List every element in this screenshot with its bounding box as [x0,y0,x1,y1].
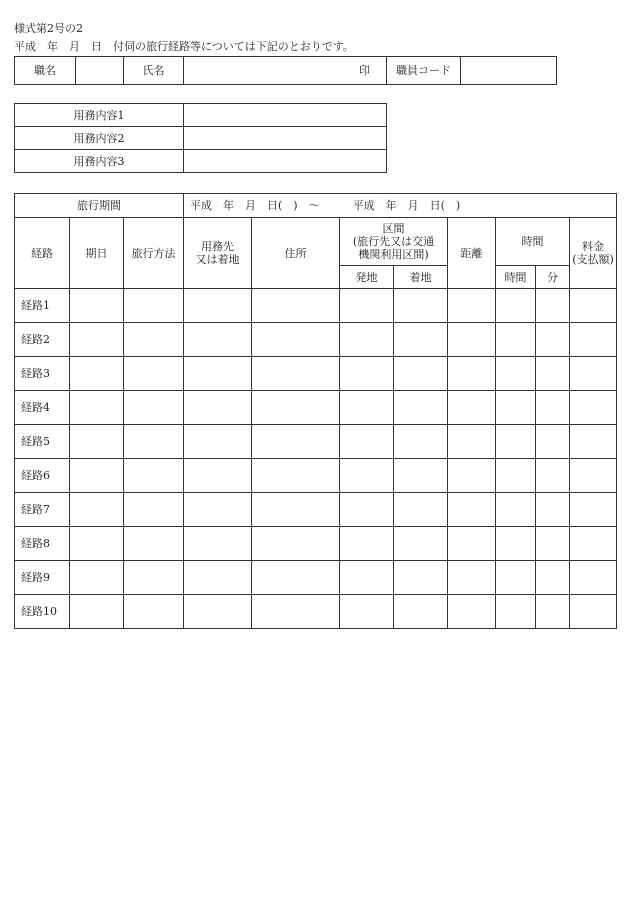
address-cell[interactable] [252,357,340,391]
route-label: 経路3 [15,357,70,391]
hours-cell[interactable] [496,493,536,527]
hours-cell[interactable] [496,289,536,323]
hours-cell[interactable] [496,459,536,493]
hours-cell[interactable] [496,391,536,425]
method-cell[interactable] [124,561,184,595]
distance-cell[interactable] [448,391,496,425]
date-cell[interactable] [70,391,124,425]
minutes-cell[interactable] [536,357,570,391]
period-field[interactable]: 平成 年 月 日( ) ～ 平成 年 月 日( ) [184,194,617,218]
arrival-cell[interactable] [394,493,448,527]
minutes-cell[interactable] [536,595,570,629]
destination-cell[interactable] [184,425,252,459]
arrival-header: 着地 [394,266,448,289]
travel-table [14,193,617,629]
route-header: 経路 [15,218,70,289]
table-row [15,527,617,561]
route-label: 経路5 [15,425,70,459]
method-cell[interactable] [124,323,184,357]
table-row [15,357,617,391]
duty-label: 用務内容1 [15,104,184,127]
form-number: 様式第2号の2 [14,22,83,35]
arrival-cell[interactable] [394,459,448,493]
distance-cell[interactable] [448,357,496,391]
route-label: 経路7 [15,493,70,527]
table-row [15,493,617,527]
fare-cell[interactable] [570,459,617,493]
minutes-cell[interactable] [536,459,570,493]
duty-field[interactable] [184,127,387,150]
departure-cell[interactable] [340,289,394,323]
date-cell[interactable] [70,425,124,459]
minutes-cell[interactable] [536,493,570,527]
date-cell[interactable] [70,561,124,595]
distance-cell[interactable] [448,561,496,595]
hours-header: 時間 [496,266,536,289]
distance-cell[interactable] [448,493,496,527]
destination-cell[interactable] [184,459,252,493]
distance-cell[interactable] [448,527,496,561]
destination-cell[interactable] [184,391,252,425]
destination-cell[interactable] [184,357,252,391]
period-label: 旅行期間 [15,194,184,218]
staff-code-label: 職員コード [387,57,461,85]
duty-label: 用務内容3 [15,150,184,173]
seal-mark: 印 [359,64,370,77]
address-cell[interactable] [252,493,340,527]
table-row [15,323,617,357]
route-label: 経路4 [15,391,70,425]
staff-code-field[interactable] [461,57,557,85]
table-row [15,561,617,595]
date-cell[interactable] [70,289,124,323]
minutes-header: 分 [536,266,570,289]
address-cell[interactable] [252,561,340,595]
arrival-cell[interactable] [394,425,448,459]
address-cell[interactable] [252,289,340,323]
method-cell[interactable] [124,493,184,527]
table-row [15,595,617,629]
departure-cell[interactable] [340,323,394,357]
minutes-cell[interactable] [536,289,570,323]
fare-cell[interactable] [570,493,617,527]
method-cell[interactable] [124,425,184,459]
address-header: 住所 [252,218,340,289]
method-cell[interactable] [124,459,184,493]
hours-cell[interactable] [496,527,536,561]
fare-cell[interactable] [570,357,617,391]
arrival-cell[interactable] [394,561,448,595]
fare-cell[interactable] [570,425,617,459]
destination-cell[interactable] [184,595,252,629]
destination-header: 用務先 又は着地 [184,218,252,289]
departure-header: 発地 [340,266,394,289]
destination-cell[interactable] [184,289,252,323]
method-header: 旅行方法 [124,218,184,289]
departure-cell[interactable] [340,561,394,595]
date-header: 期日 [70,218,124,289]
distance-cell[interactable] [448,595,496,629]
fare-cell[interactable] [570,323,617,357]
departure-cell[interactable] [340,425,394,459]
route-label: 経路8 [15,527,70,561]
method-cell[interactable] [124,289,184,323]
hours-cell[interactable] [496,561,536,595]
distance-cell[interactable] [448,289,496,323]
duty-label: 用務内容2 [15,127,184,150]
distance-header: 距離 [448,218,496,289]
route-label: 経路9 [15,561,70,595]
date-cell[interactable] [70,493,124,527]
arrival-cell[interactable] [394,527,448,561]
fare-cell[interactable] [570,391,617,425]
date-cell[interactable] [70,527,124,561]
hours-cell[interactable] [496,425,536,459]
section-header: 区間 (旅行先又は交通 機関利用区間) [340,218,448,266]
departure-cell[interactable] [340,459,394,493]
route-label: 経路1 [15,289,70,323]
departure-cell[interactable] [340,527,394,561]
arrival-cell[interactable] [394,595,448,629]
distance-cell[interactable] [448,323,496,357]
date-cell[interactable] [70,459,124,493]
method-cell[interactable] [124,527,184,561]
date-cell[interactable] [70,595,124,629]
position-label: 職名 [15,57,76,85]
hours-cell[interactable] [496,357,536,391]
minutes-cell[interactable] [536,561,570,595]
position-field[interactable] [76,57,124,85]
departure-cell[interactable] [340,493,394,527]
hours-cell[interactable] [496,323,536,357]
duties-table [14,103,387,173]
fare-cell[interactable] [570,527,617,561]
minutes-cell[interactable] [536,323,570,357]
address-cell[interactable] [252,425,340,459]
departure-cell[interactable] [340,357,394,391]
address-cell[interactable] [252,459,340,493]
fare-cell[interactable] [570,289,617,323]
address-cell[interactable] [252,323,340,357]
table-row [15,391,617,425]
method-cell[interactable] [124,595,184,629]
minutes-cell[interactable] [536,527,570,561]
date-cell[interactable] [70,357,124,391]
distance-cell[interactable] [448,459,496,493]
hours-cell[interactable] [496,595,536,629]
time-header: 時間 [496,218,570,266]
method-cell[interactable] [124,391,184,425]
duty-field[interactable] [184,104,387,127]
destination-cell[interactable] [184,493,252,527]
table-row [15,289,617,323]
table-row [15,459,617,493]
fare-header: 料金 (支払額) [570,218,617,289]
route-label: 経路6 [15,459,70,493]
address-cell[interactable] [252,391,340,425]
route-label: 経路10 [15,595,70,629]
minutes-cell[interactable] [536,425,570,459]
address-cell[interactable] [252,595,340,629]
date-cell[interactable] [70,323,124,357]
destination-cell[interactable] [184,561,252,595]
arrival-cell[interactable] [394,391,448,425]
distance-cell[interactable] [448,425,496,459]
duty-field[interactable] [184,150,387,173]
destination-cell[interactable] [184,527,252,561]
destination-cell[interactable] [184,323,252,357]
intro-line: 平成 年 月 日 付伺の旅行経路等については下記のとおりです。 [14,40,354,53]
arrival-cell[interactable] [394,357,448,391]
address-cell[interactable] [252,527,340,561]
fare-cell[interactable] [570,561,617,595]
minutes-cell[interactable] [536,391,570,425]
fare-cell[interactable] [570,595,617,629]
table-row [15,425,617,459]
departure-cell[interactable] [340,391,394,425]
name-label: 氏名 [124,57,184,85]
staff-info-table [14,56,557,85]
arrival-cell[interactable] [394,323,448,357]
method-cell[interactable] [124,357,184,391]
route-label: 経路2 [15,323,70,357]
name-field[interactable] [184,57,387,85]
arrival-cell[interactable] [394,289,448,323]
departure-cell[interactable] [340,595,394,629]
